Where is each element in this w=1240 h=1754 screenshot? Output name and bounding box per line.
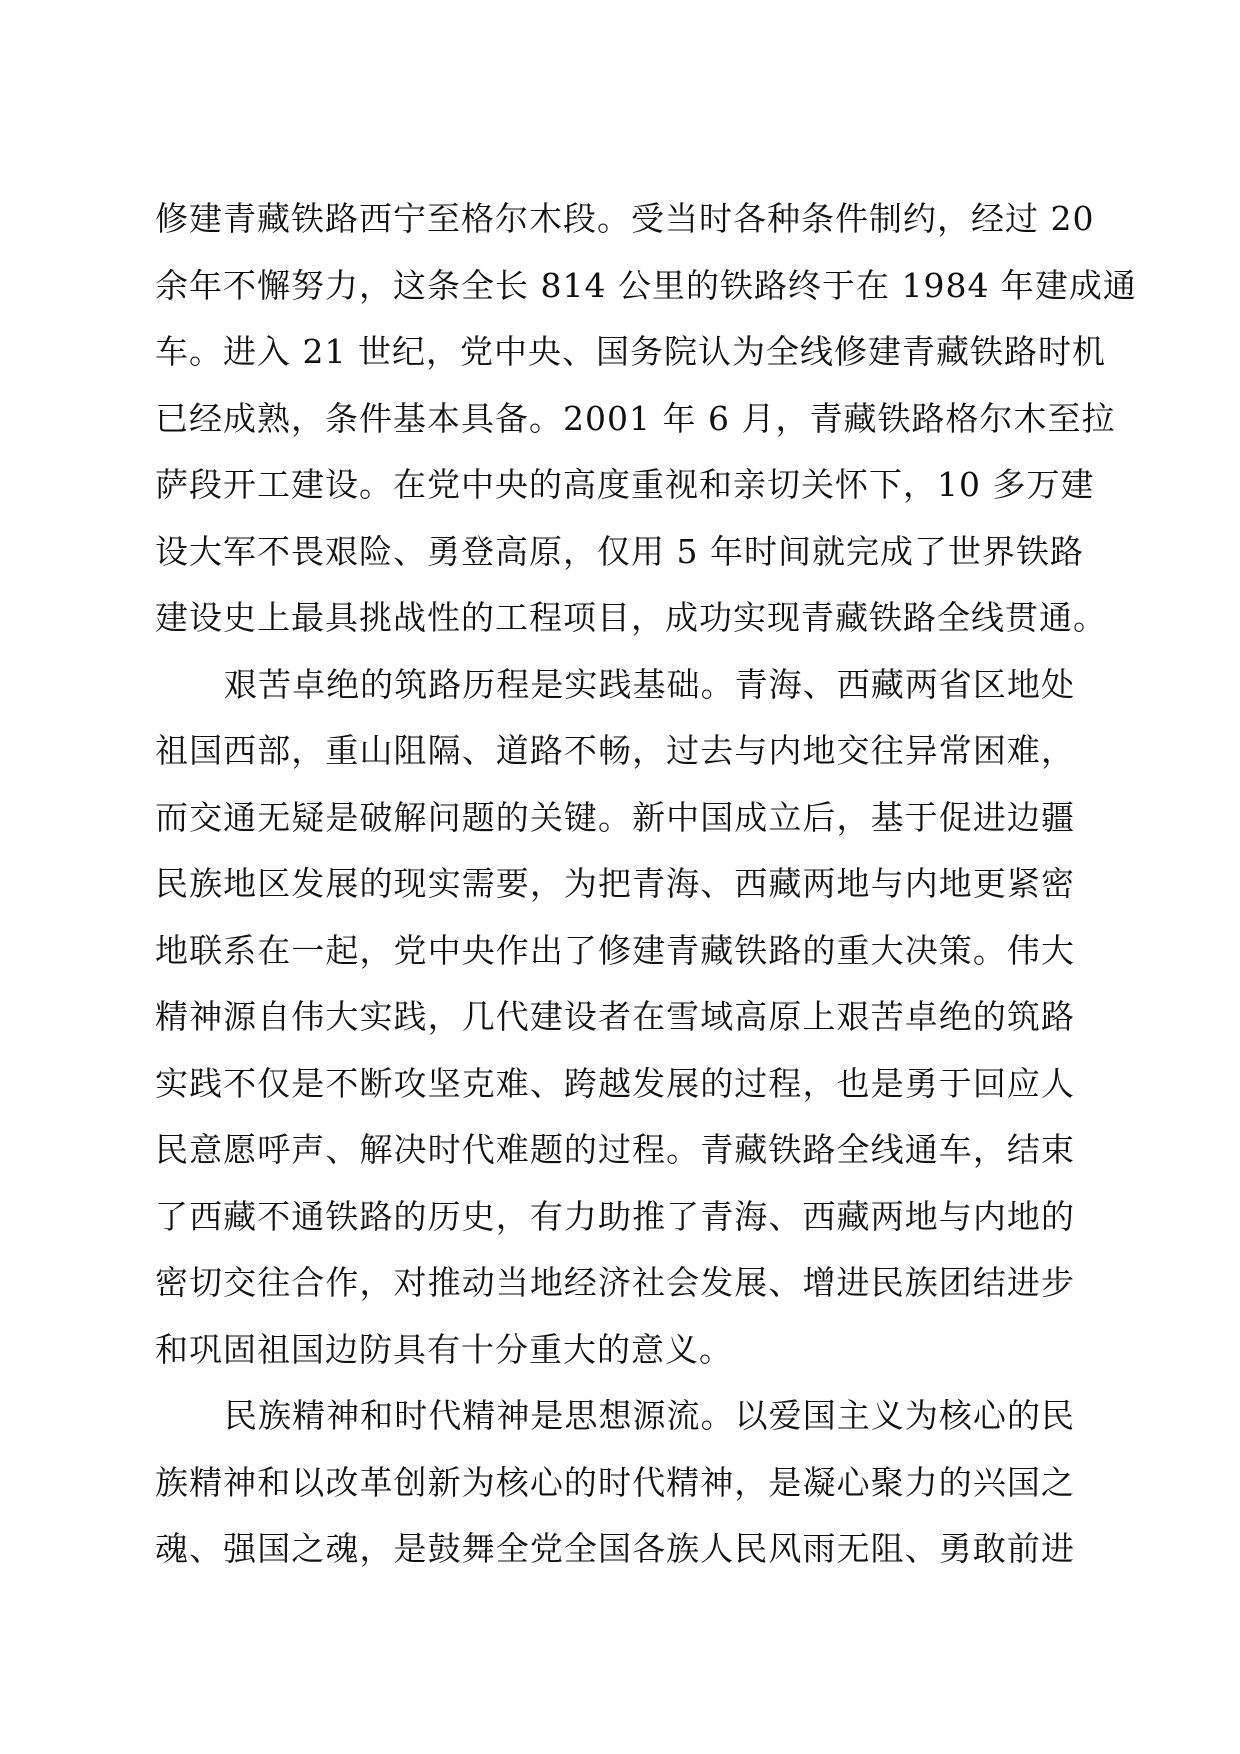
text-line: 族精神和以改革创新为核心的时代精神，是凝心聚力的兴国之 bbox=[155, 1462, 1075, 1502]
text-line: 民族精神和时代精神是思想源流。以爱国主义为核心的民 bbox=[224, 1396, 1075, 1435]
text-line: 民意愿呼声、解决时代难题的过程。青藏铁路全线通车，结束 bbox=[155, 1130, 1075, 1169]
text-line: 密切交往合作，对推动当地经济社会发展、增进民族团结进步 bbox=[155, 1263, 1075, 1302]
text-line: 精神源自伟大实践，几代建设者在雪域高原上艰苦卓绝的筑路 bbox=[155, 997, 1075, 1036]
text-line: 了西藏不通铁路的历史，有力助推了青海、西藏两地与内地的 bbox=[155, 1196, 1075, 1236]
text-line: 魂、强国之魂，是鼓舞全党全国各族人民风雨无阻、勇敢前进 bbox=[155, 1529, 1075, 1568]
paragraph bbox=[155, 1383, 1075, 1583]
text-line: 修建青藏铁路西宁至格尔木段。受当时各种条件制约，经过 20 bbox=[155, 199, 1095, 238]
paragraph bbox=[155, 186, 1137, 652]
text-line: 地联系在一起，党中央作出了修建青藏铁路的重大决策。伟大 bbox=[155, 930, 1075, 970]
text-line: 建设史上最具挑战性的工程项目，成功实现青藏铁路全线贯通。 bbox=[155, 598, 1107, 637]
text-line: 余年不懈努力，这条全长 814 公里的铁路终于在 1984 年建成通 bbox=[155, 265, 1137, 305]
text-line: 萨段开工建设。在党中央的高度重视和亲切关怀下，10 多万建 bbox=[155, 465, 1095, 504]
text-line: 已经成熟，条件基本具备。2001 年 6 月，青藏铁路格尔木至拉 bbox=[155, 398, 1116, 438]
text-line: 而交通无疑是破解问题的关键。新中国成立后，基于促进边疆 bbox=[155, 797, 1075, 837]
text-line: 艰苦卓绝的筑路历程是实践基础。青海、西藏两省区地处 bbox=[224, 664, 1075, 704]
text-line: 民族地区发展的现实需要，为把青海、西藏两地与内地更紧密 bbox=[155, 864, 1075, 903]
text-line: 祖国西部，重山阻隔、道路不畅，过去与内地交往异常困难， bbox=[155, 731, 1075, 770]
paragraph bbox=[155, 652, 1075, 1384]
text-line: 和巩固祖国边防具有十分重大的意义。 bbox=[155, 1329, 733, 1369]
document-body bbox=[155, 186, 1137, 1583]
text-line: 车。进入 21 世纪，党中央、国务院认为全线修建青藏铁路时机 bbox=[155, 332, 1106, 371]
text-line: 设大军不畏艰险、勇登高原，仅用 5 年时间就完成了世界铁路 bbox=[155, 531, 1084, 571]
text-line: 实践不仅是不断攻坚克难、跨越发展的过程，也是勇于回应人 bbox=[155, 1063, 1075, 1103]
